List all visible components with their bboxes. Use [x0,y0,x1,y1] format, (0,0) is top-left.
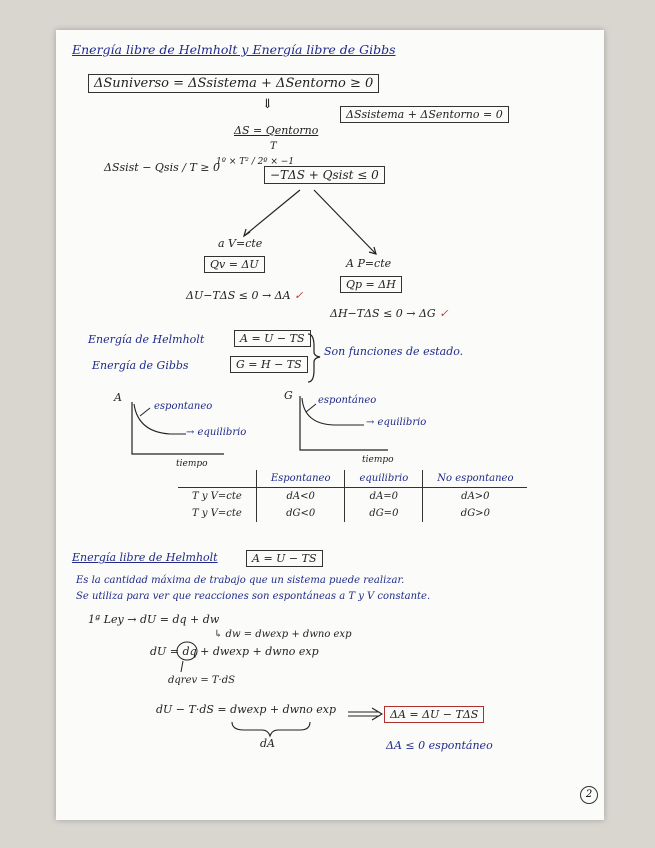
table-cell: T y V=cte [178,488,256,506]
table-cell: T y V=cte [178,505,256,522]
qv-box: Qv = ΔU [204,256,265,273]
branch-left-arrow [244,190,300,236]
eq-sist-left: ΔSsist − Qsis / T ≥ 0 [104,161,220,174]
dq-rev: dqrev = T·dS [168,675,235,686]
check-icon: ✓ [439,307,449,320]
page-title: Energía libre de Helmholt y Energía libre de Gibbs [72,42,396,57]
dw-split: ↳ dw = dwexp + dwno exp [214,629,352,640]
table-cell: dG>0 [460,508,490,519]
first-law: 1ª Ley → dU = dq + dw [88,613,220,626]
underbrace [232,722,310,736]
table-header-cell [178,470,256,488]
ds-fraction-den: T [270,141,277,152]
table-row [178,505,527,522]
table-cell: dG<0 [256,505,345,522]
page-number: 2 [580,786,598,804]
du-line: dU = dq + dwexp + dwno exp [150,645,319,658]
section2-eq: A = U − TS [246,550,323,567]
section2-line1: Es la cantidad máxima de trabajo que un sistema puede realizar. [76,575,405,586]
helm-label: Energía de Helmholt [88,333,205,346]
graph-g-label: G [284,389,293,402]
eq-da: ΔU−TΔS ≤ 0 → ΔA ✓ [186,289,304,302]
graph-g-equilibrio: → equilibrio [366,417,427,428]
qp-box: Qp = ΔH [340,276,402,293]
graph-a-label: A [114,391,122,404]
final-condition: ΔA ≤ 0 espontáneo [386,739,493,752]
table-header-cell: No espontaneo [423,470,528,488]
table-header-cell: Espontaneo [256,470,345,488]
du-tds: dU − T·dS = dwexp + dwno exp [156,703,336,716]
graph-a-equilibrio: → equilibrio [186,427,247,438]
helm-eq: A = U − TS [234,330,311,347]
p-cte-label: A P=cte [346,257,392,270]
spontaneity-table [178,470,527,522]
eq-boxed-ineq: −TΔS + Qsist ≤ 0 [264,166,385,184]
check-icon: ✓ [294,289,304,302]
implies-arrow [372,708,382,720]
table-header-cell: equilibrio [345,470,423,488]
v-cte-label: a V=cte [218,237,263,250]
table-header-row [178,470,527,488]
da-label: dA [260,737,275,750]
table-cell: dA>0 [461,491,490,502]
eq-dg: ΔH−TΔS ≤ 0 → ΔG ✓ [330,307,449,320]
ds-fraction-num: ΔS = Qentorno [234,124,319,137]
graph-a-tiempo: tiempo [176,459,208,469]
mult-factor: 1º × T² / 2º × −1 [216,157,295,167]
branch-right-arrow [314,190,376,254]
section2-title: Energía libre de Helmholt [72,551,218,564]
gibbs-label: Energía de Gibbs [92,359,189,372]
table-cell: dA=0 [345,488,423,506]
graph-g-tiempo: tiempo [362,455,394,465]
arrow-down-icon: ⇓ [262,97,273,112]
eq-entorno-zero: ΔSsistema + ΔSentorno = 0 [340,106,509,123]
eq-universo: ΔSuniverso = ΔSsistema + ΔSentorno ≥ 0 [88,74,379,93]
final-eq: ΔA = ΔU − TΔS [384,706,484,723]
table-cell: dG=0 [345,505,423,522]
graph-a-espontaneo: espontaneo [154,401,213,412]
table-row [178,488,527,506]
state-functions-note: Son funciones de estado. [324,345,464,358]
gibbs-eq: G = H − TS [230,356,308,373]
section2-line2: Se utiliza para ver que reacciones son espontáneas a T y V constante. [76,591,431,602]
graph-g-espontaneo: espontáneo [318,395,377,406]
table-cell: dA<0 [256,488,345,506]
